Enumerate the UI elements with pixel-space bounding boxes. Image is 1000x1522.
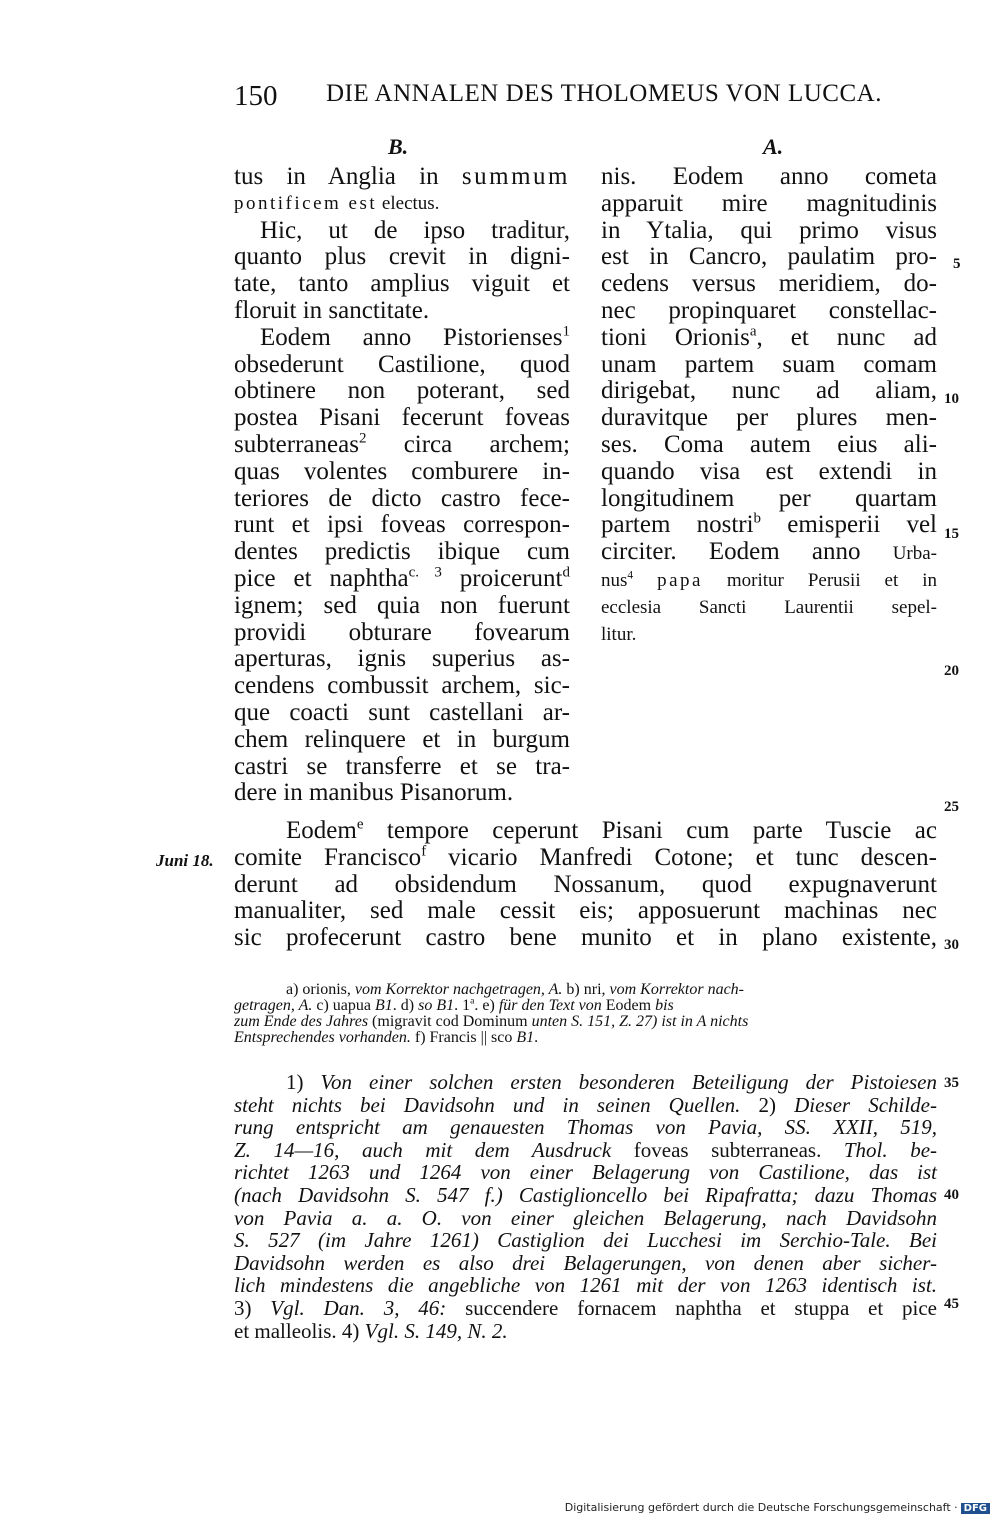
text-line: pontificem est electus. <box>234 192 440 214</box>
text-line: duravitque per plures men- <box>601 404 937 432</box>
text-line: floruit in sanctitate. <box>234 296 430 324</box>
text-line: Hic, ut de ipso traditur, <box>260 216 570 244</box>
footnote-line: Z. 14—16, auch mit dem Ausdruck foveas subterraneas. Thol. be- <box>234 1137 938 1162</box>
line-number: 35 <box>944 1075 959 1091</box>
line-number: 40 <box>944 1187 959 1203</box>
text-line: nec propinquaret constellac- <box>601 296 937 324</box>
text-line: obtinere non poterant, sed <box>234 377 570 405</box>
text-line: subterraneas$^2$ circa archem; <box>234 430 570 458</box>
footnote-line: lich mindestens die angebliche von 1261 mit der von 1263 identisch ist. <box>234 1273 937 1298</box>
text-line: litur. <box>601 623 637 645</box>
margin-date-note: Juni 18. <box>156 851 214 870</box>
text-line: quanto plus crevit in digni- <box>234 243 570 271</box>
note-line: zum Ende des Jahres (migravit cod Dominum unten S. 151, Z. 27) ist in A nichts <box>234 1013 749 1030</box>
page-number: 150 <box>234 80 278 112</box>
text-line: manualiter, sed male cessit eis; apposuerunt machinas nec <box>234 897 937 925</box>
footnote-line: steht nichts bei Davidsohn und in seinen Quellen. 2) Dieser Schilde- <box>234 1092 938 1117</box>
column-a-text <box>601 164 937 648</box>
dfg-logo: DFG <box>961 1503 990 1514</box>
text-line: nus$^4$ papa moritur Perusii et in <box>601 569 937 591</box>
text-line: tioni Orionis$^a$, et nunc ad <box>601 323 937 351</box>
text-line: obsederunt Castilione, quod <box>234 350 570 378</box>
text-line: comite Francisco$^f$ vicario Manfredi Cotone; et tunc descen- <box>234 843 937 871</box>
footnote-ref: e <box>356 816 364 833</box>
footnote-ref: 1 <box>562 323 570 340</box>
text-line: partem nostri$^b$ emisperii vel <box>601 511 937 539</box>
text-line: unam partem suam comam <box>601 350 937 378</box>
column-b-text <box>234 164 570 807</box>
text-line: nis. Eodem anno cometa <box>601 163 937 190</box>
footnote-ref: 2 <box>358 430 367 447</box>
line-number: 45 <box>944 1296 959 1312</box>
text-line: dentes predictis ibique cum <box>234 538 570 566</box>
footnote-line: 3) Vgl. Dan. 3, 46: succendere fornacem naphtha et stuppa et pice <box>234 1295 937 1320</box>
text-line: providi obturare fovearum <box>234 618 570 646</box>
note-line: a) orionis, vom Korrektor nachgetragen, A. b) nri, vom Korrektor nach- <box>286 981 745 998</box>
text-line: Eodem$^e$ tempore ceperunt Pisani cum parte Tuscie ac <box>286 816 937 844</box>
column-label-a: A. <box>763 134 784 159</box>
line-number: 30 <box>944 937 959 953</box>
text-line: ignem; sed quia non fuerunt <box>234 591 570 619</box>
text-line: aperturas, ignis superius as- <box>234 645 570 673</box>
footnote-ref: f <box>421 843 427 860</box>
footnote-line: Davidsohn werden es also drei Belagerungen, von denen aber sicher- <box>234 1250 937 1275</box>
footnote-ref: b <box>753 511 762 528</box>
text-line: derunt ad obsidendum Nossanum, quod expugnaverunt <box>234 870 937 898</box>
footnote-ref: a <box>749 323 757 340</box>
text-line: Eodem anno Pistorienses$^1$ <box>260 323 570 351</box>
text-line: sic profecerunt castro bene munito et in plano existente, <box>234 924 937 952</box>
line-number: 20 <box>944 663 959 679</box>
text-line: apparuit mire magnitudinis <box>601 189 937 217</box>
footnote-line: von Pavia a. a. O. von einer gleichen Belagerung, nach Davidsohn <box>234 1205 937 1230</box>
text-line: teriores de dicto castro fece- <box>234 484 570 512</box>
text-line: chem relinquere et in burgum <box>234 725 570 753</box>
text-line: postea Pisani fecerunt foveas <box>234 404 570 432</box>
text-line: ecclesia Sancti Laurentii sepel- <box>601 596 937 618</box>
text-line: cedens versus meridiem, do- <box>601 270 937 298</box>
digitization-credit <box>565 1501 990 1514</box>
text-line: tate, tanto amplius viguit et <box>234 270 570 298</box>
text-line: longitudinem per quartam <box>601 484 937 512</box>
text-line: que coacti sunt castellani ar- <box>234 698 570 726</box>
text-line: runt et ipsi foveas correspon- <box>234 511 570 539</box>
text-line: pice et naphtha$^{c. 3}$ proicerunt$^d$ <box>234 564 570 592</box>
note-line: Entsprechendes vorhanden. f) Francis || sco B1. <box>234 1029 539 1046</box>
text-line: circiter. Eodem anno Urba- <box>601 538 938 566</box>
text-line: quas volentes comburere in- <box>234 457 570 485</box>
footnote-ref: d <box>562 564 570 581</box>
footnotes <box>234 1071 937 1342</box>
text-line: ses. Coma autem eius ali- <box>601 430 937 458</box>
text-line: dirigebat, nunc ad aliam, <box>601 377 937 405</box>
text-line: quando visa est extendi in <box>601 457 937 485</box>
footnote-line: (nach Davidsohn S. 547 f.) Castiglioncello bei Ripafratta; dazu Thomas <box>234 1182 937 1207</box>
footnote-line: S. 527 (im Jahre 1261) Castiglion dei Lucchesi im Serchio-Tale. Bei <box>234 1228 937 1253</box>
text-line: est in Cancro, paulatim pro- <box>601 243 937 271</box>
note-line: getragen, A. c) uapua B1. d) so B1. 1$^a$. e) für den Text von Eodem bis <box>234 995 674 1014</box>
footnote-ref: 4 <box>627 569 634 582</box>
text-line: tus in Anglia in summum <box>234 163 570 190</box>
textual-notes <box>234 982 937 1046</box>
text-line: dere in manibus Pisanorum. <box>234 779 514 807</box>
line-number: 15 <box>944 526 959 542</box>
column-label-b: B. <box>388 134 409 159</box>
full-width-paragraph <box>234 818 937 952</box>
line-number: 10 <box>944 391 959 407</box>
line-number: 25 <box>944 799 959 815</box>
footnote-line: rung entspricht am genauesten Thomas von Pavia, SS. XXII, 519, <box>234 1115 937 1140</box>
credit-text: Digitalisierung gefördert durch die Deutsche Forschungsgemeinschaft · <box>564 1501 958 1514</box>
text-line: cendens combussit archem, sic- <box>234 672 570 700</box>
running-title: DIE ANNALEN DES THOLOMEUS VON LUCCA. <box>326 80 882 107</box>
footnote-ref: c. 3 <box>408 564 442 581</box>
line-number: 5 <box>953 256 961 272</box>
text-line: in Ytalia, qui primo visus <box>601 216 937 244</box>
footnote-line: richtet 1263 und 1264 von einer Belagerung von Castilione, das ist <box>234 1160 937 1185</box>
footnote-line: 1) Von einer solchen ersten besonderen Beteiligung der Pistoiesen <box>286 1070 937 1094</box>
footnote-line: et malleolis. 4) Vgl. S. 149, N. 2. <box>234 1318 508 1343</box>
text-line: castri se transferre et se tra- <box>234 752 570 780</box>
